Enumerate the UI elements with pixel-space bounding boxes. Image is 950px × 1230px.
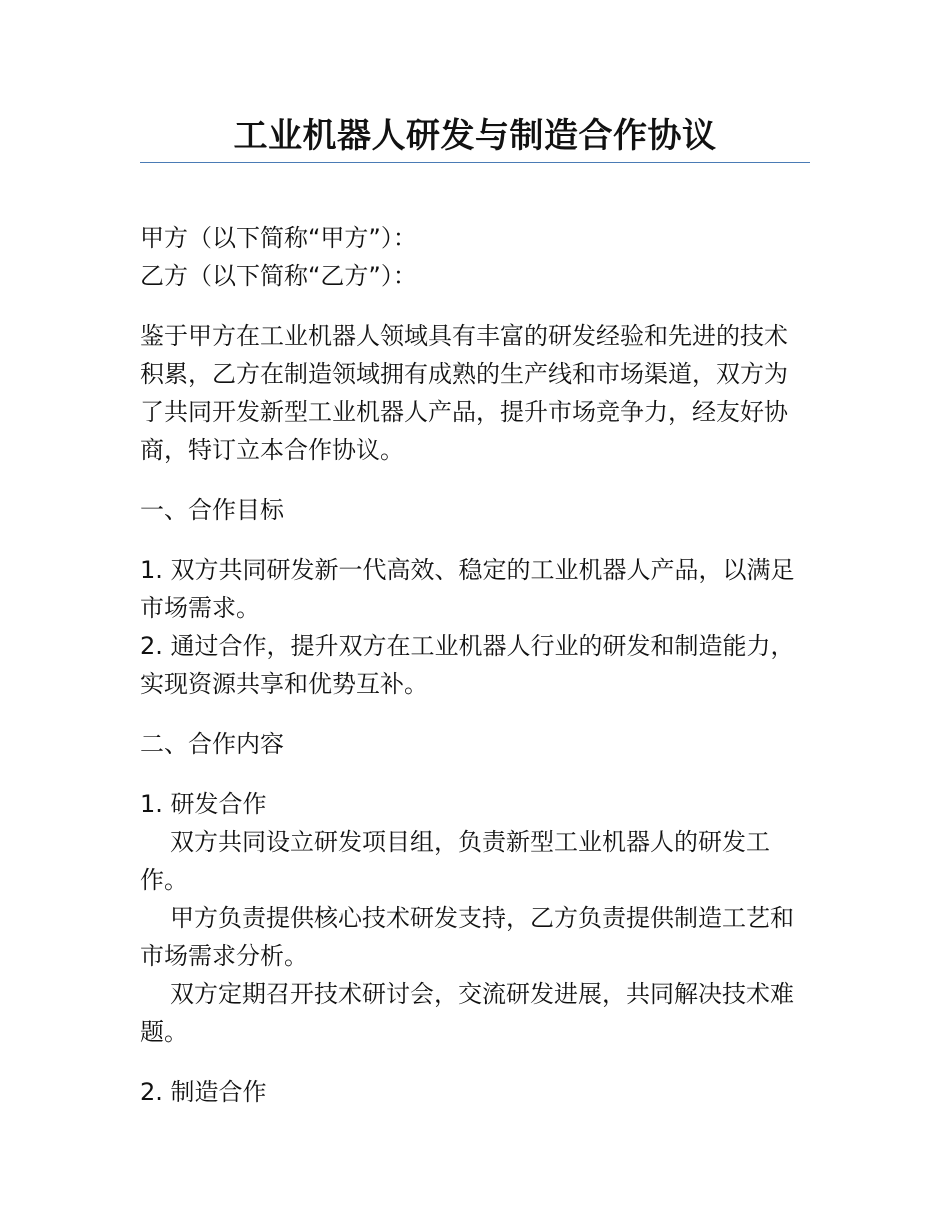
party-b-line: 乙方（以下简称“乙方”）：: [140, 262, 417, 290]
rd-paragraph: 双方定期召开技术研讨会，交流研发进展，共同解决技术难题。: [140, 980, 794, 1046]
subsection-heading-rd: 1. 研发合作: [140, 790, 267, 818]
preamble-paragraph: 鉴于甲方在工业机器人领域具有丰富的研发经验和先进的技术积累，乙方在制造领域拥有成熟的生产线和市场渠道，双方为了共同开发新型工业机器人产品，提升市场竞争力，经友好协商，特订立本合作协议。: [140, 322, 788, 464]
rd-paragraph: 甲方负责提供核心技术研发支持，乙方负责提供制造工艺和市场需求分析。: [140, 904, 794, 970]
goal-item: 1. 双方共同研发新一代高效、稳定的工业机器人产品，以满足市场需求。: [140, 556, 795, 622]
subsection-heading-manufacturing: 2. 制造合作: [140, 1078, 267, 1106]
rd-paragraph: 双方共同设立研发项目组，负责新型工业机器人的研发工作。: [140, 828, 770, 894]
party-a-line: 甲方（以下简称“甲方”）：: [140, 224, 417, 252]
section-heading-content: 二、合作内容: [140, 730, 284, 758]
title-underline: [140, 162, 810, 163]
document-title: 工业机器人研发与制造合作协议: [233, 116, 717, 156]
document-body: [140, 219, 810, 1111]
section-heading-goals: 一、合作目标: [140, 496, 284, 524]
goal-item: 2. 通过合作，提升双方在工业机器人行业的研发和制造能力，实现资源共享和优势互补。: [140, 632, 795, 698]
